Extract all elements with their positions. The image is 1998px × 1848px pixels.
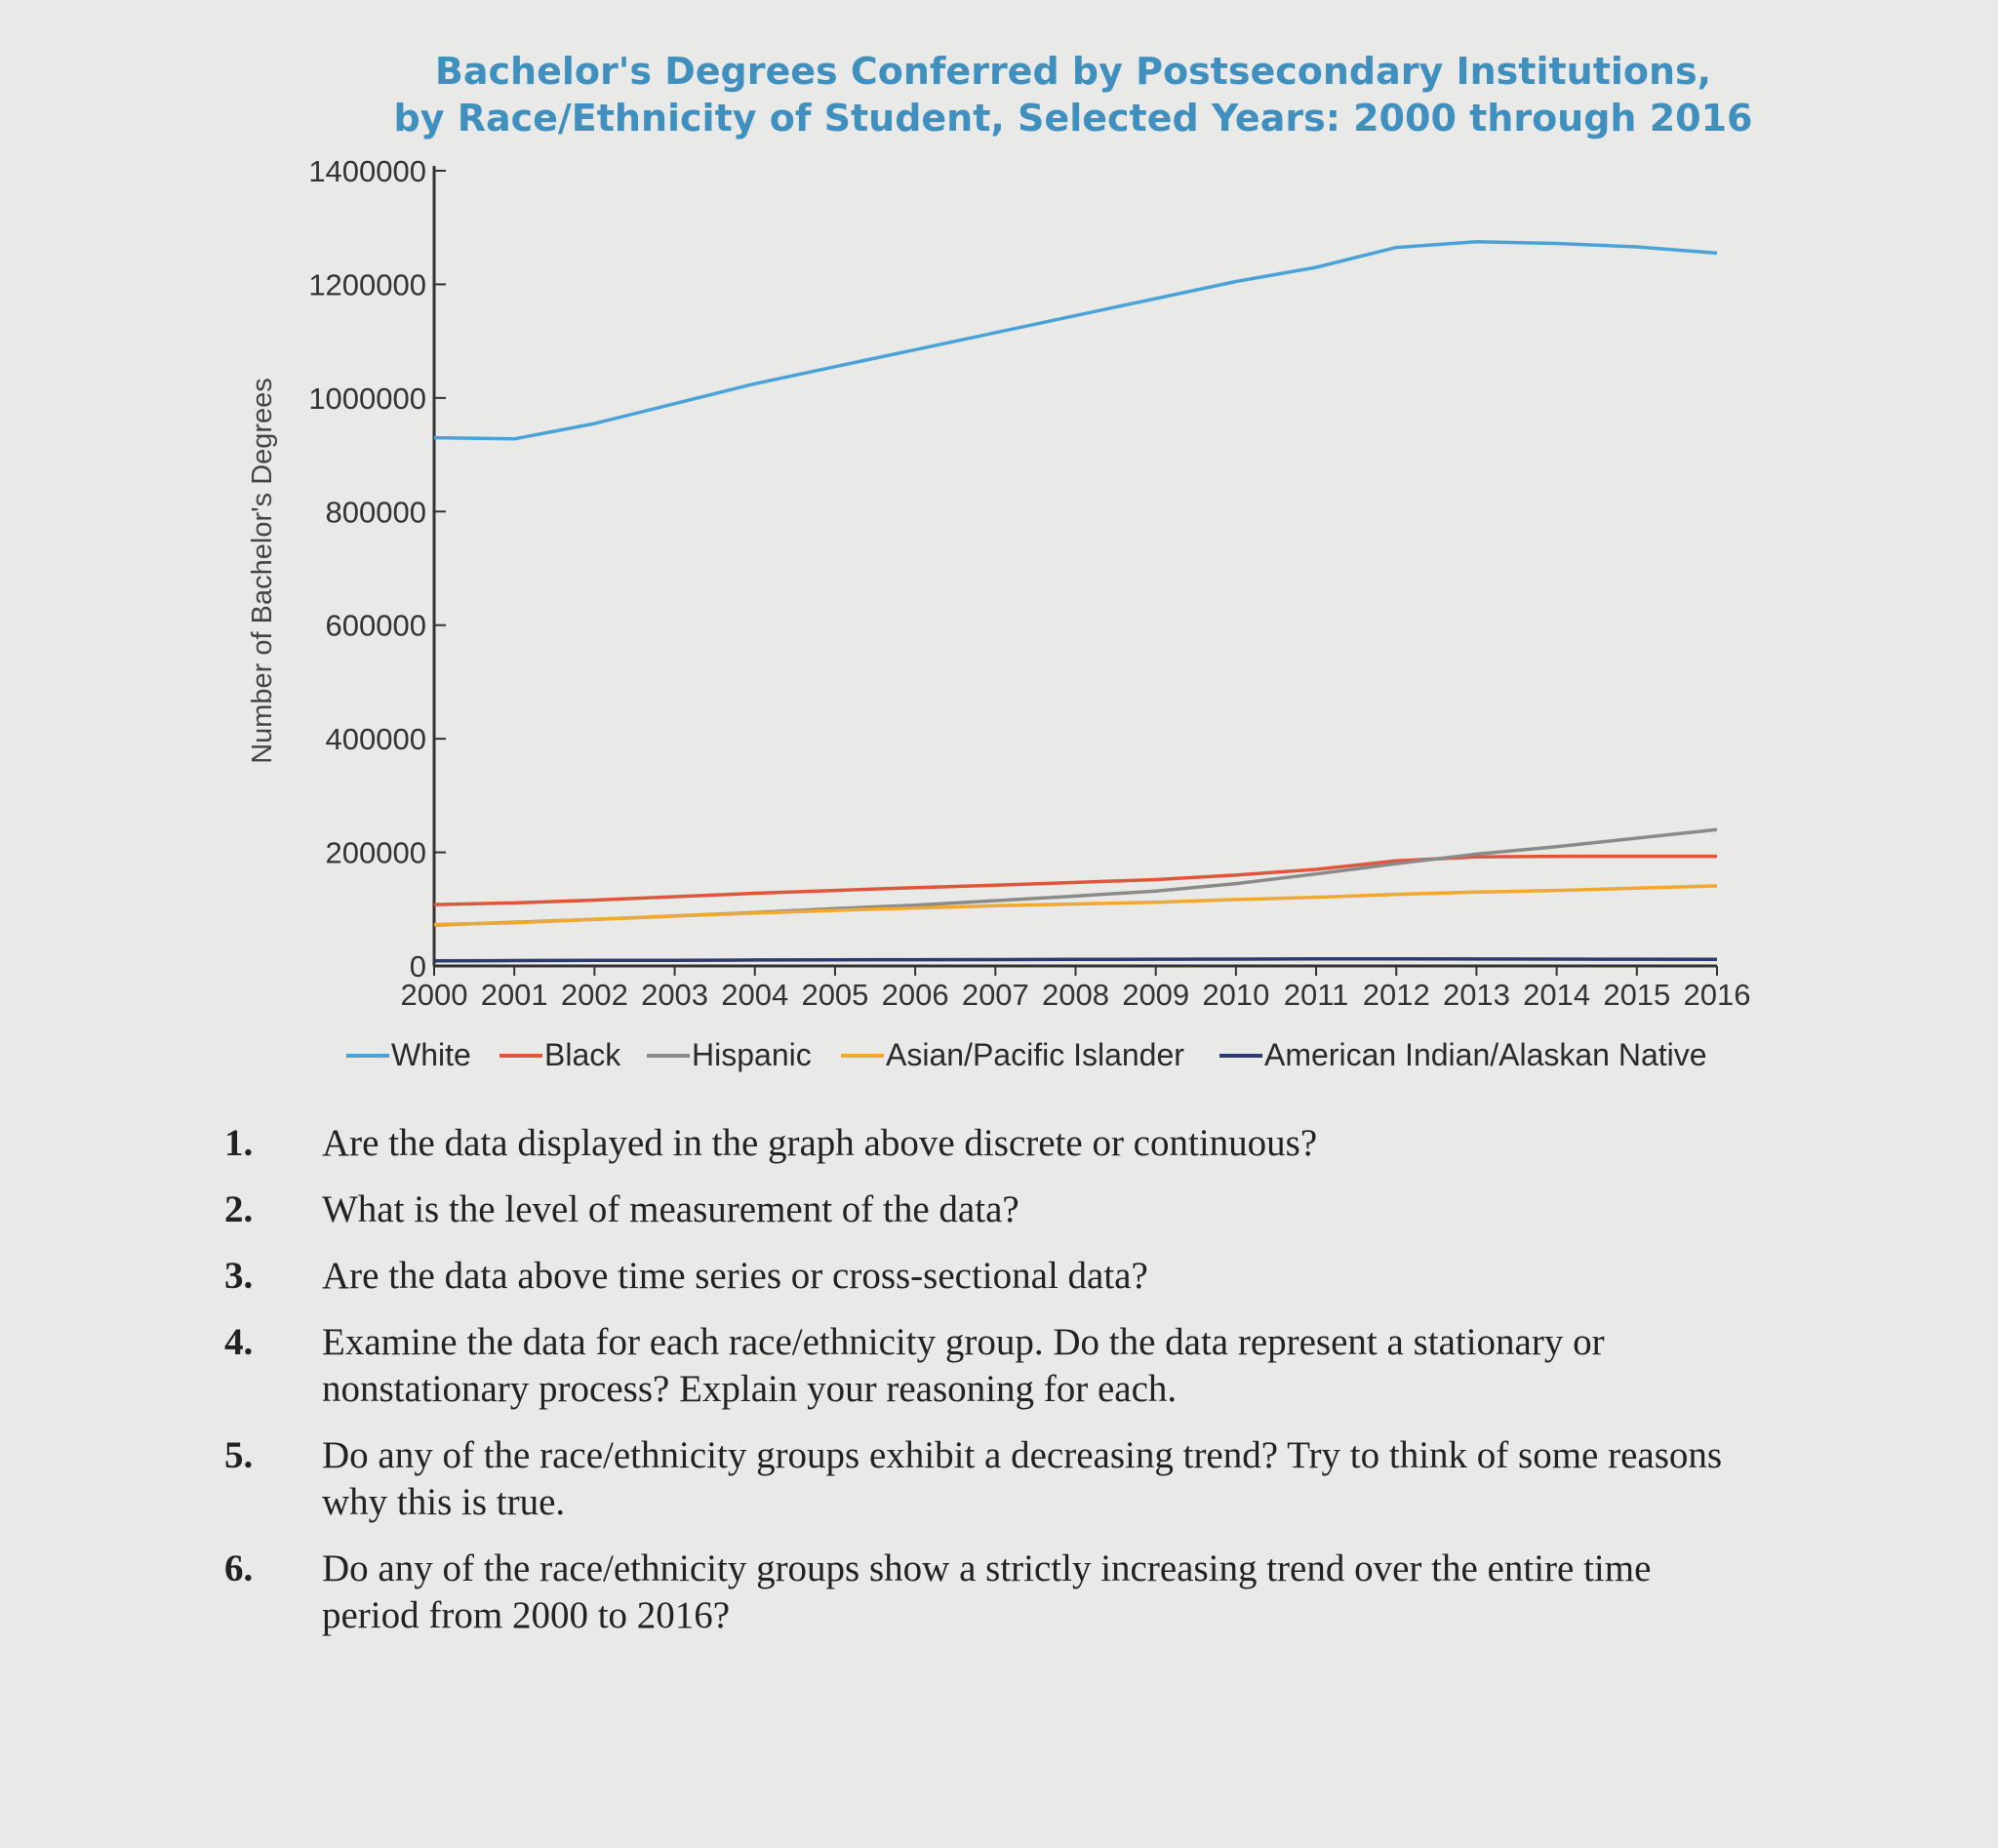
y-tick-label: 200000	[325, 835, 426, 870]
legend-label: Black	[544, 1037, 621, 1072]
y-tick-label: 600000	[325, 608, 426, 643]
question-number: 3.	[224, 1255, 254, 1297]
y-tick-label: 1000000	[308, 381, 426, 416]
y-tick-label: 400000	[325, 722, 426, 757]
question-list	[224, 1120, 1727, 1659]
x-tick-label: 2010	[1202, 978, 1270, 1012]
question-text: What is the level of measurement of the data?	[322, 1188, 1019, 1230]
question-number: 5.	[224, 1434, 254, 1476]
x-tick-label: 2012	[1362, 978, 1430, 1012]
question-text: Do any of the race/ethnicity groups exhibit a decreasing trend? Try to think of some reasons why this is true.	[322, 1434, 1723, 1523]
question-text: Do any of the race/ethnicity groups show a strictly increasing trend over the entire time period from 2000 to 2016?	[322, 1547, 1652, 1636]
x-tick-label: 2000	[400, 978, 468, 1012]
series-line	[434, 959, 1717, 961]
x-tick-label: 2009	[1122, 978, 1190, 1012]
question-item	[224, 1546, 1727, 1639]
x-tick-label: 2002	[560, 978, 628, 1012]
question-item	[224, 1253, 1727, 1300]
legend-label: Hispanic	[692, 1037, 812, 1072]
chart-title-line-1: Bachelor's Degrees Conferred by Postsecondary Institutions,	[434, 50, 1712, 93]
plot-area	[308, 154, 1750, 1072]
series-line	[434, 829, 1717, 925]
question-number: 4.	[224, 1321, 254, 1363]
x-tick-label: 2003	[641, 978, 709, 1012]
y-axis-title: Number of Bachelor's Degrees	[247, 378, 278, 764]
question-number: 2.	[224, 1188, 254, 1230]
x-tick-label: 2016	[1683, 978, 1751, 1012]
x-tick-label: 2004	[721, 978, 789, 1012]
y-tick-label: 1200000	[308, 267, 426, 302]
x-tick-label: 2001	[480, 978, 548, 1012]
question-text: Are the data above time series or cross-sectional data?	[322, 1255, 1148, 1297]
x-tick-label: 2008	[1042, 978, 1109, 1012]
question-number: 6.	[224, 1547, 254, 1589]
question-item	[224, 1432, 1727, 1526]
question-item	[224, 1186, 1727, 1233]
x-tick-label: 2005	[801, 978, 869, 1012]
y-tick-label: 0	[409, 949, 426, 984]
question-text: Are the data displayed in the graph above discrete or continuous?	[322, 1122, 1318, 1164]
question-text: Examine the data for each race/ethnicity group. Do the data represent a stationary or nonstationary process? Explain your reasoning for each.	[322, 1321, 1605, 1410]
x-tick-label: 2014	[1523, 978, 1591, 1012]
chart-title-line-2: by Race/Ethnicity of Student, Selected Years: 2000 through 2016	[393, 97, 1753, 140]
legend-label: Asian/Pacific Islander	[886, 1037, 1184, 1072]
x-tick-label: 2006	[881, 978, 949, 1012]
series-line	[434, 242, 1717, 439]
y-tick-label: 1400000	[308, 154, 426, 188]
x-tick-label: 2007	[961, 978, 1029, 1012]
legend-label: White	[391, 1037, 471, 1072]
question-number: 1.	[224, 1122, 254, 1164]
question-item	[224, 1319, 1727, 1413]
x-tick-label: 2011	[1283, 978, 1349, 1012]
x-tick-label: 2015	[1603, 978, 1671, 1012]
series-line	[434, 886, 1717, 925]
legend-label: American Indian/Alaskan Native	[1264, 1037, 1707, 1072]
y-tick-label: 800000	[325, 495, 426, 530]
question-item	[224, 1120, 1727, 1167]
x-tick-label: 2013	[1442, 978, 1510, 1012]
